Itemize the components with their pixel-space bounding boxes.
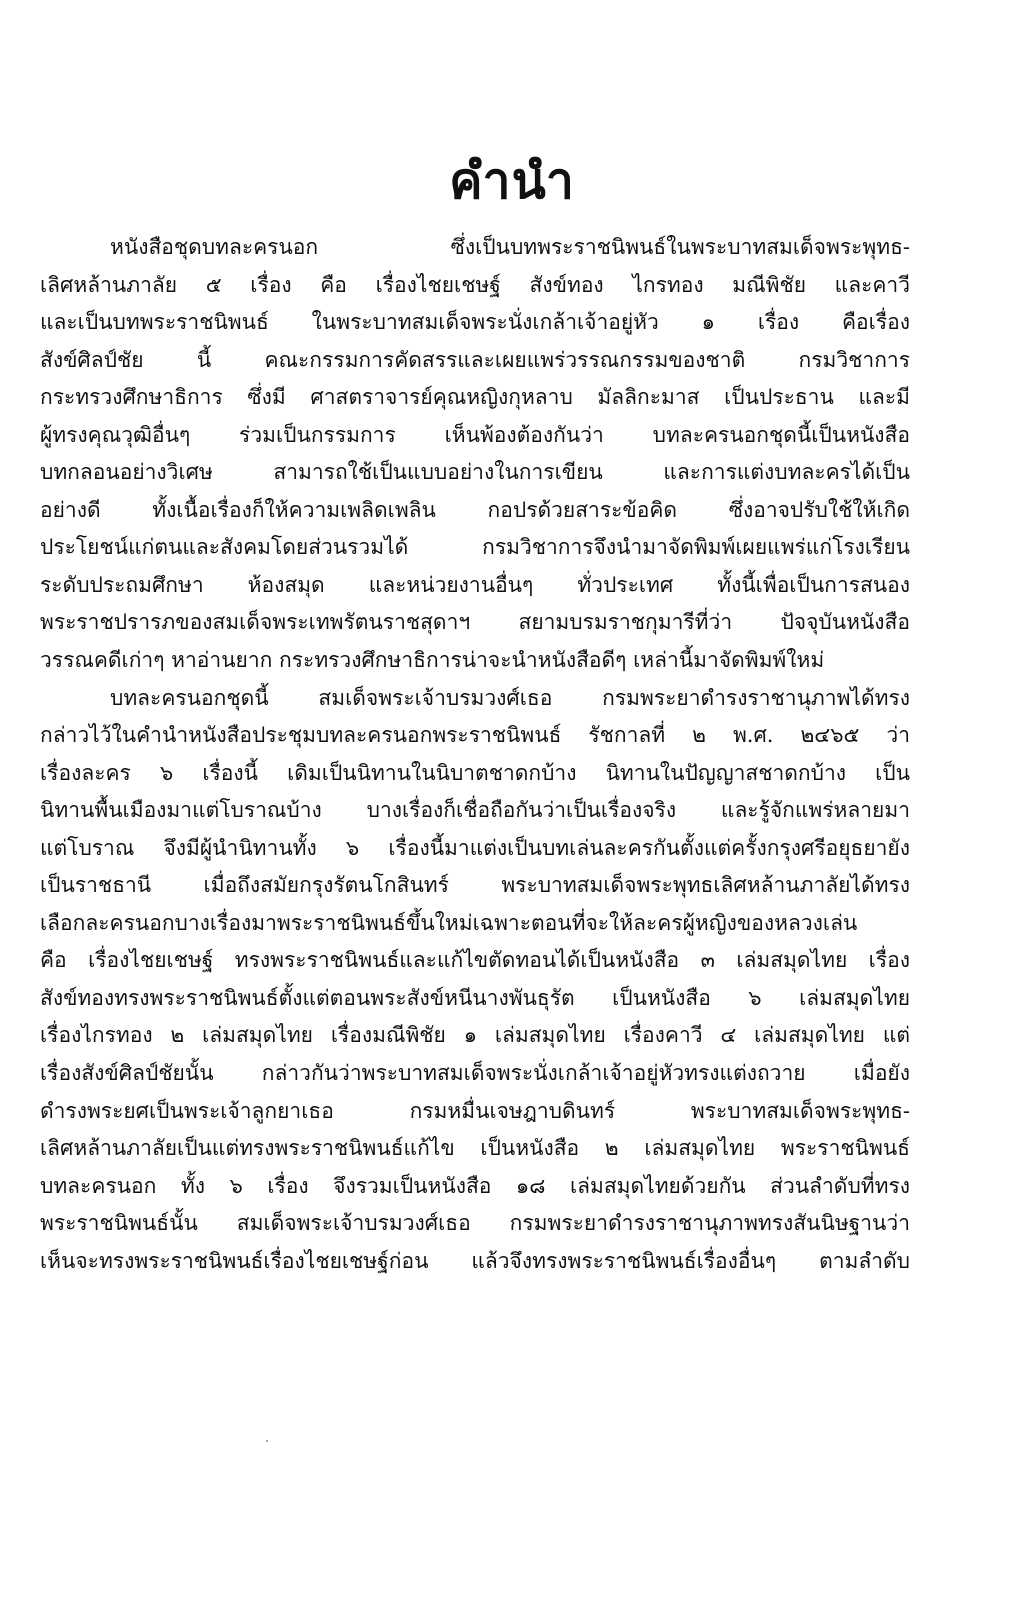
- text-line: บทละครนอก ทั้ง ๖ เรื่อง จึงรวมเป็นหนังสือ ๑๘ เล่มสมุดไทยด้วยกัน ส่วนลำดับที่ทรง: [40, 1173, 910, 1198]
- text-line: ประโยชน์แก่ตนและสังคมโดยส่วนรวมได้ กรมวิชาการจึงนำมาจัดพิมพ์เผยแพร่แก่โรงเรียน: [40, 535, 910, 560]
- text-line: หนังสือชุดบทละครนอก ซึ่งเป็นบทพระราชนิพนธ์ในพระบาทสมเด็จพระพุทธ-: [110, 235, 910, 259]
- text-line: เลิศหล้านภาลัย ๕ เรื่อง คือ เรื่องไชยเชษฐ์ สังข์ทอง ไกรทอง มณีพิชัย และคาวี: [40, 272, 910, 297]
- text-line: เรื่องละคร ๖ เรื่องนี้ เดิมเป็นนิทานในนิบาตชาดกบ้าง นิทานในปัญญาสชาดกบ้าง เป็น: [40, 760, 910, 785]
- text-line: เรื่องไกรทอง ๒ เล่มสมุดไทย เรื่องมณีพิชัย ๑ เล่มสมุดไทย เรื่องคาวี ๔ เล่มสมุดไทย แต่: [40, 1023, 910, 1048]
- text-line: ดำรงพระยศเป็นพระเจ้าลูกยาเธอ กรมหมื่นเจษฎาบดินทร์ พระบาทสมเด็จพระพุทธ-: [40, 1098, 910, 1123]
- text-line: สังข์ศิลป์ชัย นี้ คณะกรรมการคัดสรรและเผยแพร่วรรณกรรมของชาติ กรมวิชาการ: [40, 347, 910, 372]
- text-line: เลือกละครนอกบางเรื่องมาพระราชนิพนธ์ขึ้นใหม่เฉพาะตอนที่จะให้ละครผู้หญิงของหลวงเล่น: [40, 910, 858, 935]
- text-line: เลิศหล้านภาลัยเป็นแต่ทรงพระราชนิพนธ์แก้ไข เป็นหนังสือ ๒ เล่มสมุดไทย พระราชนิพนธ์: [40, 1136, 910, 1161]
- text-line: คือ เรื่องไชยเชษฐ์ ทรงพระราชนิพนธ์และแก้ไขตัดทอนได้เป็นหนังสือ ๓ เล่มสมุดไทย เรื่อง: [40, 948, 910, 973]
- text-line: พระราชปรารภของสมเด็จพระเทพรัตนราชสุดาฯ สยามบรมราชกุมารีที่ว่า ปัจจุบันหนังสือ: [40, 610, 910, 635]
- text-line: และเป็นบทพระราชนิพนธ์ ในพระบาทสมเด็จพระนั่งเกล้าเจ้าอยู่หัว ๑ เรื่อง คือเรื่อง: [40, 310, 910, 335]
- text-line: บทละครนอกชุดนี้ สมเด็จพระเจ้าบรมวงศ์เธอ กรมพระยาดำรงราชานุภาพได้ทรง: [110, 685, 910, 710]
- text-line: อย่างดี ทั้งเนื้อเรื่องก็ให้ความเพลิดเพลิน กอปรด้วยสาระข้อคิด ซึ่งอาจปรับใช้ให้เกิด: [40, 497, 910, 522]
- text-line: เรื่องสังข์ศิลป์ชัยนั้น กล่าวกันว่าพระบาทสมเด็จพระนั่งเกล้าเจ้าอยู่หัวทรงแต่งถวาย เมื่อยัง: [40, 1061, 910, 1086]
- text-line: บทกลอนอย่างวิเศษ สามารถใช้เป็นแบบอย่างในการเขียน และการแต่งบทละครได้เป็น: [40, 460, 910, 485]
- text-line: สังข์ทองทรงพระราชนิพนธ์ตั้งแต่ตอนพระสังข์หนีนางพันธุรัต เป็นหนังสือ ๖ เล่มสมุดไทย: [40, 985, 910, 1010]
- scan-speck: [266, 1440, 268, 1442]
- text-line: ผู้ทรงคุณวุฒิอื่นๆ ร่วมเป็นกรรมการ เห็นพ้องต้องกันว่า บทละครนอกชุดนี้เป็นหนังสือ: [40, 422, 910, 447]
- text-line: วรรณคดีเก่าๆ หาอ่านยาก กระทรวงศึกษาธิการน่าจะนำหนังสือดีๆ เหล่านี้มาจัดพิมพ์ใหม่: [40, 648, 825, 673]
- paragraph-1: [40, 229, 910, 680]
- body-text: [40, 229, 910, 1280]
- text-line: พระราชนิพนธ์นั้น สมเด็จพระเจ้าบรมวงศ์เธอ กรมพระยาดำรงราชานุภาพทรงสันนิษฐานว่า: [40, 1211, 910, 1236]
- text-line: กล่าวไว้ในคำนำหนังสือประชุมบทละครนอกพระราชนิพนธ์ รัชกาลที่ ๒ พ.ศ. ๒๔๖๕ ว่า: [40, 723, 910, 748]
- text-line: ระดับประถมศึกษา ห้องสมุด และหน่วยงานอื่นๆ ทั่วประเทศ ทั้งนี้เพื่อเป็นการสนอง: [40, 572, 910, 597]
- text-line: เป็นราชธานี เมื่อถึงสมัยกรุงรัตนโกสินทร์ พระบาทสมเด็จพระพุทธเลิศหล้านภาลัยได้ทรง: [40, 873, 910, 898]
- text-line: กระทรวงศึกษาธิการ ซึ่งมี ศาสตราจารย์คุณหญิงกุหลาบ มัลลิกะมาส เป็นประธาน และมี: [40, 385, 910, 410]
- text-line: นิทานพื้นเมืองมาแต่โบราณบ้าง บางเรื่องก็เชื่อถือกันว่าเป็นเรื่องจริง และรู้จักแพร่หลายมา: [40, 798, 910, 823]
- page-title: คำนำ: [449, 151, 575, 210]
- paragraph-2: [40, 680, 910, 1281]
- text-line: แต่โบราณ จึงมีผู้นำนิทานทั้ง ๖ เรื่องนี้มาแต่งเป็นบทเล่นละครกันตั้งแต่ครั้งกรุงศรีอยุธยายัง: [40, 835, 910, 860]
- text-line: เห็นจะทรงพระราชนิพนธ์เรื่องไชยเชษฐ์ก่อน แล้วจึงทรงพระราชนิพนธ์เรื่องอื่นๆ ตามลำดับ: [40, 1248, 910, 1273]
